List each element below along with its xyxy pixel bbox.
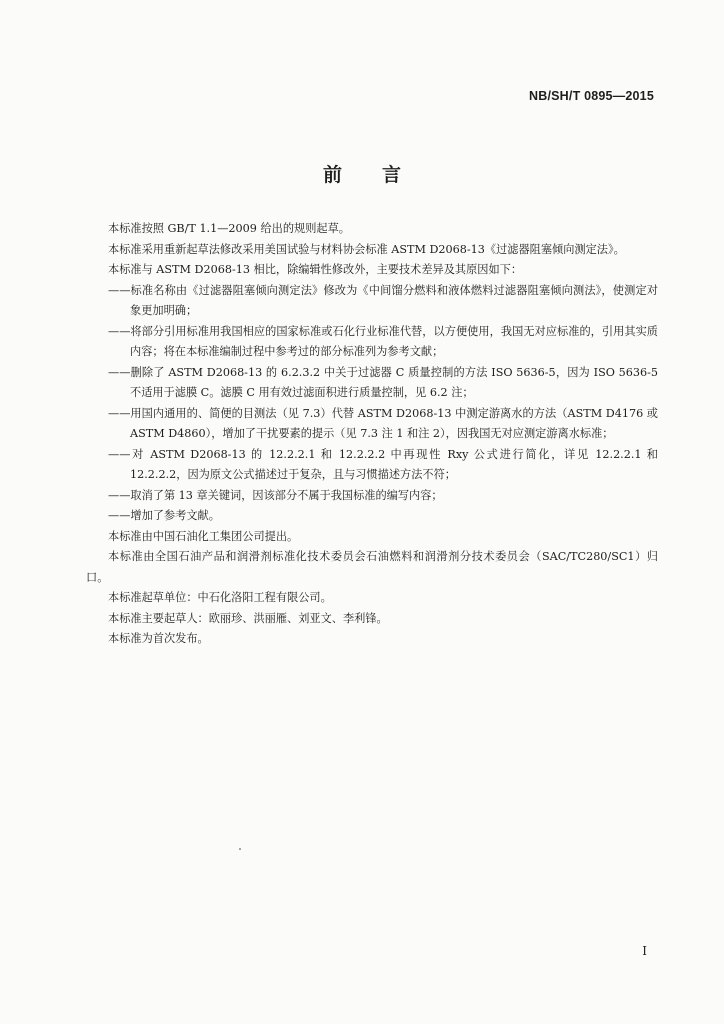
paragraph: 本标准为首次发布。 bbox=[108, 632, 209, 645]
standard-code: NB/SH/T 0895—2015 bbox=[529, 89, 654, 103]
paragraph: 本标准采用重新起草法修改采用美国试验与材料协会标准 ASTM D2068-13《过滤器阻塞倾向测定法》。 bbox=[108, 242, 625, 256]
difference-item: ——增加了参考文献。 bbox=[108, 509, 220, 522]
paragraph: 本标准按照 GB/T 1.1—2009 给出的规则起草。 bbox=[108, 222, 350, 235]
speck bbox=[239, 848, 241, 850]
page-title: 前言 bbox=[322, 164, 441, 186]
difference-item: ——对 ASTM D2068-13 的 12.2.2.1 和 12.2.2.2 中再现性 Rxy 公式进行简化，详见 12.2.2.1 和 12.2.2.2，因为原文公式描述过于复杂，且与习惯描述方法不符； bbox=[108, 447, 658, 481]
difference-item: ——用国内通用的、简便的目测法（见 7.3）代替 ASTM D2068-13 中测定游离水的方法（ASTM D4176 或 ASTM D4860），增加了干扰要素的提示（见 7.3 注 1 和注 2），因我国无对应测定游离水标准； bbox=[108, 406, 658, 440]
page-number: I bbox=[642, 944, 647, 958]
paragraph: 本标准与 ASTM D2068-13 相比，除编辑性修改外，主要技术差异及其原因如下： bbox=[108, 263, 523, 276]
paragraph: 本标准起草单位：中石化洛阳工程有限公司。 bbox=[108, 591, 332, 604]
difference-item: ——标准名称由《过滤器阻塞倾向测定法》修改为《中间馏分燃料和液体燃料过滤器阻塞倾向测法》，使测定对象更加明确； bbox=[108, 283, 658, 317]
difference-item: ——取消了第 13 章关键词，因该部分不属于我国标准的编写内容； bbox=[108, 488, 443, 502]
difference-item: ——将部分引用标准用我国相应的国家标准或石化行业标准代替，以方便使用，我国无对应标准的，引用其实质内容；将在本标准编制过程中参考过的部分标准列为参考文献； bbox=[108, 324, 658, 358]
paragraph: 本标准由全国石油产品和润滑剂标准化技术委员会石油燃料和润滑剂分技术委员会（SAC/TC280/SC1）归口。 bbox=[86, 550, 658, 584]
difference-item: ——删除了 ASTM D2068-13 的 6.2.3.2 中关于过滤器 C 质量控制的方法 ISO 5636-5，因为 ISO 5636-5 不适用于滤膜 C。滤膜 C 用有效过滤面积进行质量控制，见 6.2 注； bbox=[108, 365, 658, 399]
paragraph: 本标准由中国石油化工集团公司提出。 bbox=[108, 529, 299, 543]
paragraph: 本标准主要起草人：欧丽珍、洪丽雁、刘亚文、李利锋。 bbox=[108, 611, 388, 625]
foreword-body bbox=[86, 219, 658, 650]
